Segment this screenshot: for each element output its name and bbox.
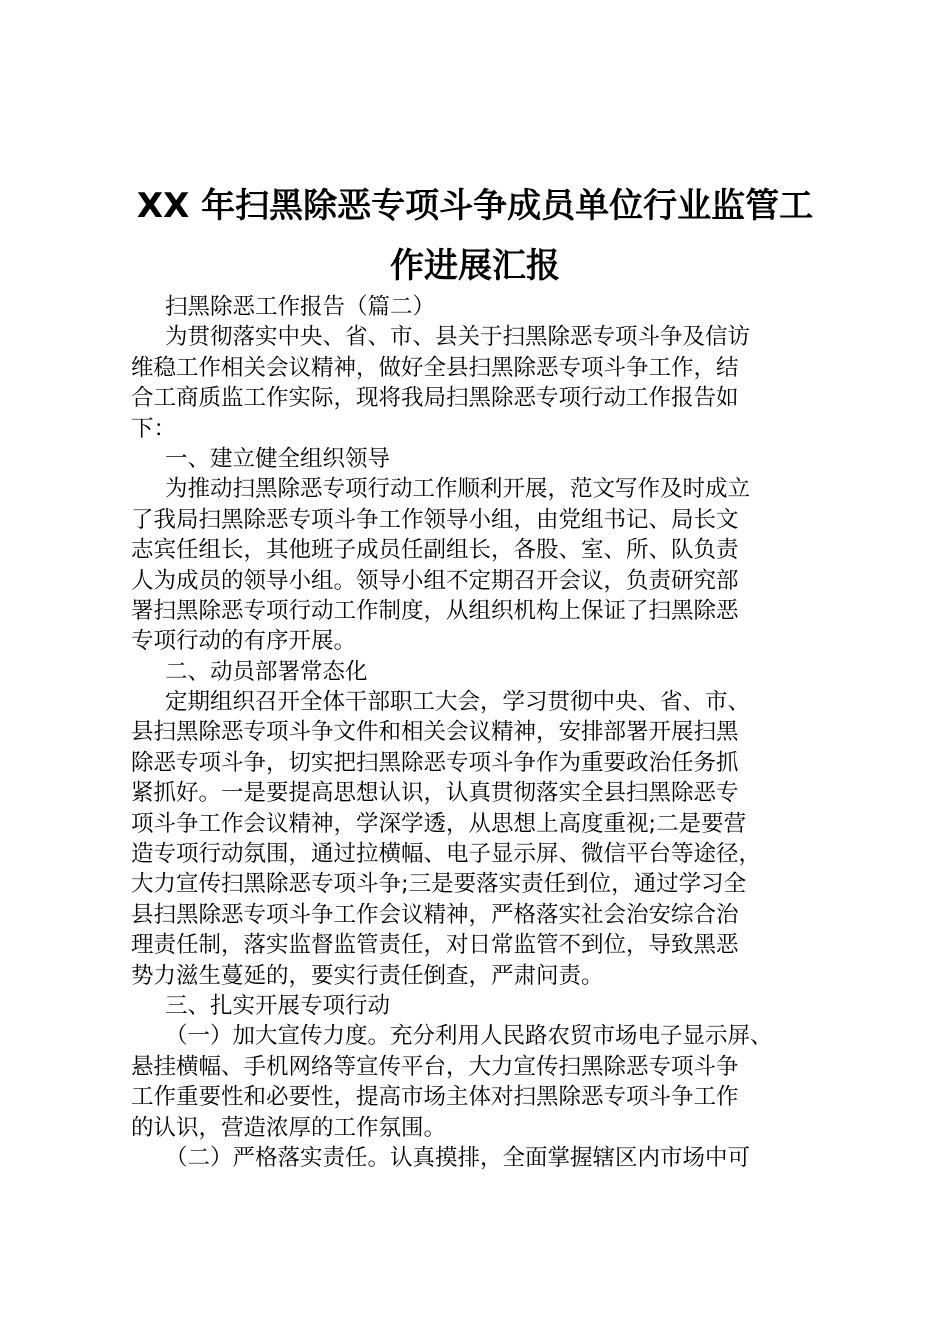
document-line: 了我局扫黑除恶专项斗争工作领导小组，由党组书记、局长文 — [131, 506, 739, 533]
document-line: 大力宣传扫黑除恶专项斗争;三是要落实责任到位，通过学习全 — [131, 871, 747, 898]
document-line: 下： — [131, 415, 177, 442]
document-line: （一）加大宣传力度。充分利用人民路农贸市场电子显示屏、 — [165, 1023, 773, 1050]
document-line: 一、建立健全组织领导 — [165, 445, 391, 472]
document-line: 合工商质监工作实际，现将我局扫黑除恶专项行动工作报告如 — [131, 385, 739, 412]
document-body — [131, 292, 843, 1173]
document-line: 造专项行动氛围，通过拉横幅、电子显示屏、微信平台等途径， — [131, 841, 762, 868]
document-line: 定期组织召开全体干部职工大会，学习贯彻中央、省、市、 — [165, 689, 751, 716]
document-line: 为贯彻落实中央、省、市、县关于扫黑除恶专项斗争及信访 — [165, 324, 751, 351]
document-line: 二、动员部署常态化 — [165, 658, 368, 685]
document-line: 三、扎实开展专项行动 — [165, 992, 391, 1019]
document-line: 除恶专项斗争，切实把扫黑除恶专项斗争作为重要政治任务抓 — [131, 749, 739, 776]
document-title-line-1: XX 年扫黑除恶专项斗争成员单位行业监管工 — [136, 186, 814, 226]
document-line: 紧抓好。一是要提高思想认识，认真贯彻落实全县扫黑除恶专 — [131, 780, 739, 807]
document-line: 县扫黑除恶专项斗争工作会议精神，严格落实社会治安综合治 — [131, 901, 739, 928]
document-line: 县扫黑除恶专项斗争文件和相关会议精神，安排部署开展扫黑 — [131, 719, 739, 746]
document-title-line-2: 作进展汇报 — [390, 246, 560, 286]
document-line: 的认识，营造浓厚的工作氛围。 — [131, 1114, 447, 1141]
document-line: 维稳工作相关会议精神，做好全县扫黑除恶专项斗争工作，结 — [131, 354, 739, 381]
document-line: 署扫黑除恶专项行动工作制度，从组织机构上保证了扫黑除恶 — [131, 597, 739, 624]
document-line: 项斗争工作会议精神，学深学透，从思想上高度重视;二是要营 — [131, 810, 747, 837]
document-line: 志宾任组长，其他班子成员任副组长，各股、室、所、队负责 — [131, 537, 739, 564]
document-line: （二）严格落实责任。认真摸排，全面掌握辖区内市场中可 — [165, 1144, 751, 1171]
document-line: 专项行动的有序开展。 — [131, 628, 357, 655]
document-line: 悬挂横幅、手机网络等宣传平台，大力宣传扫黑除恶专项斗争 — [131, 1053, 739, 1080]
document-line: 势力滋生蔓延的，要实行责任倒查，严肃问责。 — [131, 962, 604, 989]
document-line: 为推动扫黑除恶专项行动工作顺利开展，范文写作及时成立 — [165, 476, 751, 503]
document-line: 理责任制，落实监督监管责任，对日常监管不到位，导致黑恶 — [131, 932, 739, 959]
document-line: 工作重要性和必要性，提高市场主体对扫黑除恶专项斗争工作 — [131, 1084, 739, 1111]
document-line: 扫黑除恶工作报告（篇二） — [165, 294, 436, 320]
document-line: 人为成员的领导小组。领导小组不定期召开会议，负责研究部 — [131, 567, 739, 594]
